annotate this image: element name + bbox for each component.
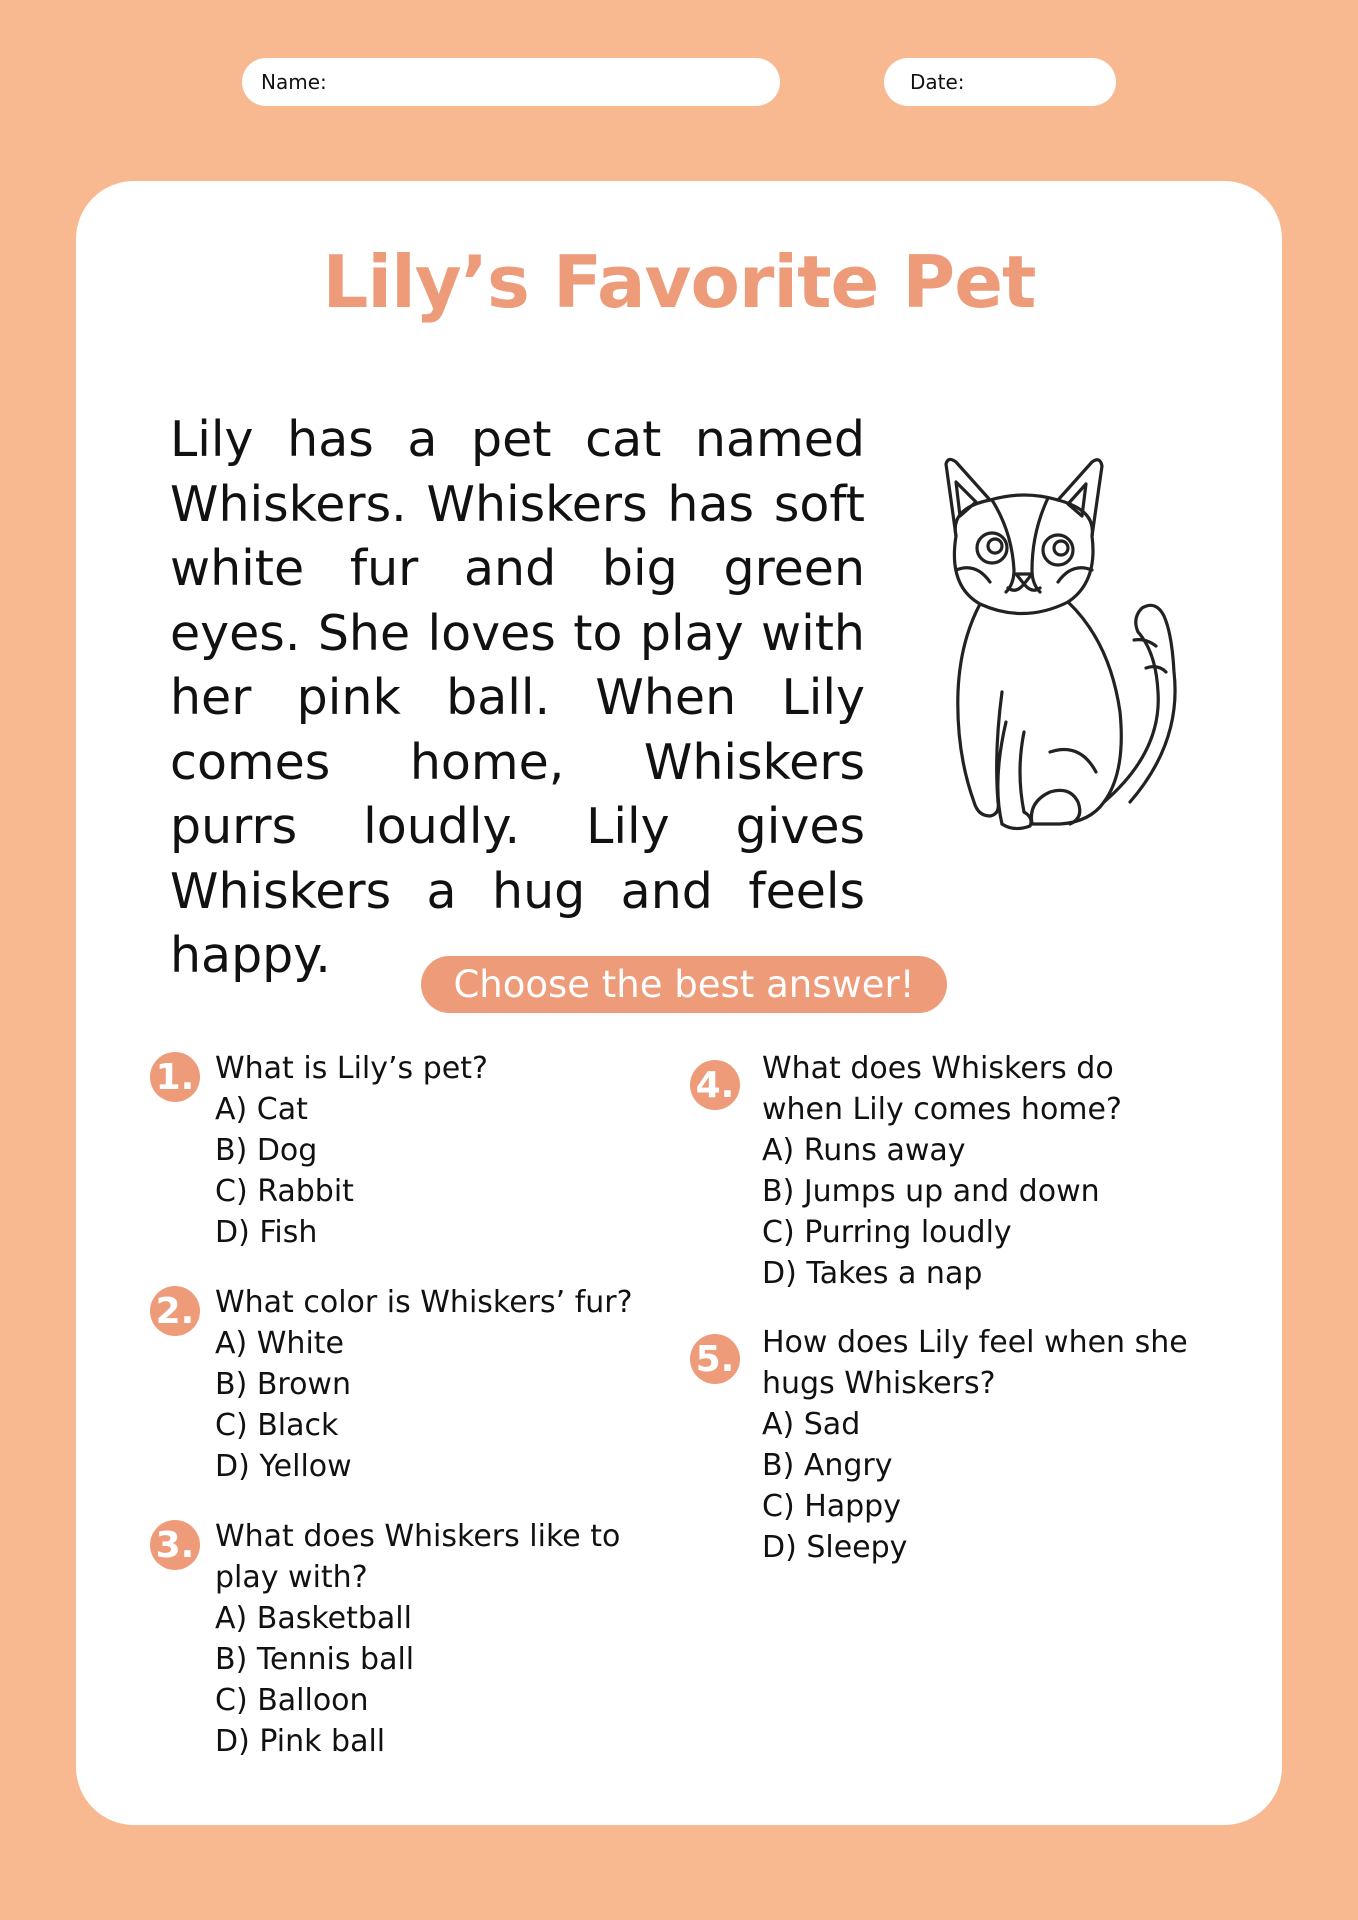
- answer-option-b[interactable]: B) Angry: [762, 1448, 893, 1483]
- question-number-badge: 4.: [690, 1060, 740, 1110]
- question-number-badge: 5.: [690, 1334, 740, 1384]
- name-label: Name:: [261, 70, 327, 94]
- answer-option-a[interactable]: A) Runs away: [762, 1133, 966, 1168]
- answer-option-b[interactable]: B) Dog: [215, 1133, 318, 1168]
- answer-option-c[interactable]: C) Purring loudly: [762, 1215, 1012, 1250]
- answer-option-c[interactable]: C) Balloon: [215, 1683, 369, 1718]
- name-field[interactable]: [242, 58, 780, 106]
- answer-option-c[interactable]: C) Happy: [762, 1489, 901, 1524]
- question-number-badge: 3.: [150, 1520, 200, 1570]
- answer-option-d[interactable]: D) Takes a nap: [762, 1256, 983, 1291]
- question-text: What is Lily’s pet?: [215, 1051, 488, 1086]
- question-text-line-2: when Lily comes home?: [762, 1092, 1122, 1127]
- answer-option-c[interactable]: C) Rabbit: [215, 1174, 354, 1209]
- answer-option-b[interactable]: B) Jumps up and down: [762, 1174, 1100, 1209]
- question-text-line-2: hugs Whiskers?: [762, 1366, 996, 1401]
- answer-option-d[interactable]: D) Fish: [215, 1215, 318, 1250]
- question-text-line-1: What does Whiskers like to: [215, 1519, 621, 1554]
- answer-option-d[interactable]: D) Pink ball: [215, 1724, 386, 1759]
- question-number-badge: 1.: [150, 1052, 200, 1102]
- question-text-line-2: play with?: [215, 1560, 368, 1595]
- question-number-badge: 2.: [150, 1286, 200, 1336]
- answer-option-a[interactable]: A) Basketball: [215, 1601, 412, 1636]
- question-text-line-1: What does Whiskers do: [762, 1051, 1114, 1086]
- answer-option-b[interactable]: B) Tennis ball: [215, 1642, 415, 1677]
- question-text: What color is Whiskers’ fur?: [215, 1285, 633, 1320]
- reading-passage: Lily has a pet cat named Whiskers. Whiskers has soft white fur and big green eyes. She loves to play with her pink ball. When Lily comes home, Whiskers purrs loudly. Lily gives Whiskers a hug and feels happy.: [170, 411, 865, 984]
- date-label: Date:: [910, 70, 965, 94]
- answer-option-d[interactable]: D) Sleepy: [762, 1530, 908, 1565]
- answer-option-a[interactable]: A) Cat: [215, 1092, 308, 1127]
- answer-option-a[interactable]: A) White: [215, 1326, 344, 1361]
- answer-option-d[interactable]: D) Yellow: [215, 1449, 352, 1484]
- answer-option-c[interactable]: C) Black: [215, 1408, 339, 1443]
- cat-outline-icon: [920, 452, 1210, 862]
- answer-option-a[interactable]: A) Sad: [762, 1407, 861, 1442]
- page-title: Lily’s Favorite Pet: [322, 240, 1036, 324]
- date-field[interactable]: [884, 58, 1116, 106]
- question-text-line-1: How does Lily feel when she: [762, 1325, 1188, 1360]
- answer-option-b[interactable]: B) Brown: [215, 1367, 351, 1402]
- instructions-banner: Choose the best answer!: [421, 956, 947, 1013]
